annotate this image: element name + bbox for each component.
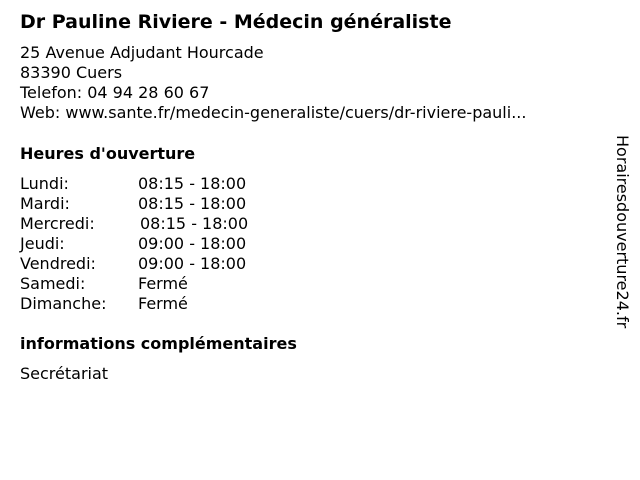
- page-title: Dr Pauline Riviere - Médecin généraliste: [20, 11, 452, 33]
- day-label: Mardi:: [20, 194, 70, 213]
- time-value: 08:15 - 18:00: [138, 194, 247, 213]
- opening-hours-heading: Heures d'ouverture: [20, 144, 196, 163]
- time-value: 09:00 - 18:00: [138, 254, 247, 273]
- day-label: Samedi:: [20, 274, 86, 293]
- time-value: 09:00 - 18:00: [138, 234, 247, 253]
- site-watermark: Horairesdouverture24.fr: [613, 135, 632, 329]
- address-street: 25 Avenue Adjudant Hourcade: [20, 43, 264, 62]
- time-value: Fermé: [138, 274, 188, 293]
- hours-row-tuesday: [20, 194, 320, 214]
- day-label: Jeudi:: [20, 234, 65, 253]
- hours-row-sunday: [20, 294, 320, 314]
- additional-info-text: Secrétariat: [20, 364, 109, 383]
- hours-row-friday: [20, 254, 320, 274]
- time-value: 08:15 - 18:00: [138, 174, 247, 193]
- phone-number[interactable]: Telefon: 04 94 28 60 67: [20, 83, 210, 102]
- opening-hours-table: [20, 174, 320, 314]
- hours-row-saturday: [20, 274, 320, 294]
- additional-info-heading: informations complémentaires: [20, 334, 297, 353]
- day-label: Mercredi:: [20, 214, 95, 233]
- hours-row-monday: [20, 174, 320, 194]
- address-city: 83390 Cuers: [20, 63, 123, 82]
- day-label: Lundi:: [20, 174, 69, 193]
- hours-row-wednesday: [20, 214, 320, 234]
- hours-row-thursday: [20, 234, 320, 254]
- time-value: Fermé: [138, 294, 188, 313]
- day-label: Vendredi:: [20, 254, 96, 273]
- contact-info: [20, 43, 526, 123]
- day-label: Dimanche:: [20, 294, 107, 313]
- website-link[interactable]: Web: www.sante.fr/medecin-generaliste/cuers/dr-riviere-pauli...: [20, 103, 527, 122]
- time-value: 08:15 - 18:00: [140, 214, 249, 233]
